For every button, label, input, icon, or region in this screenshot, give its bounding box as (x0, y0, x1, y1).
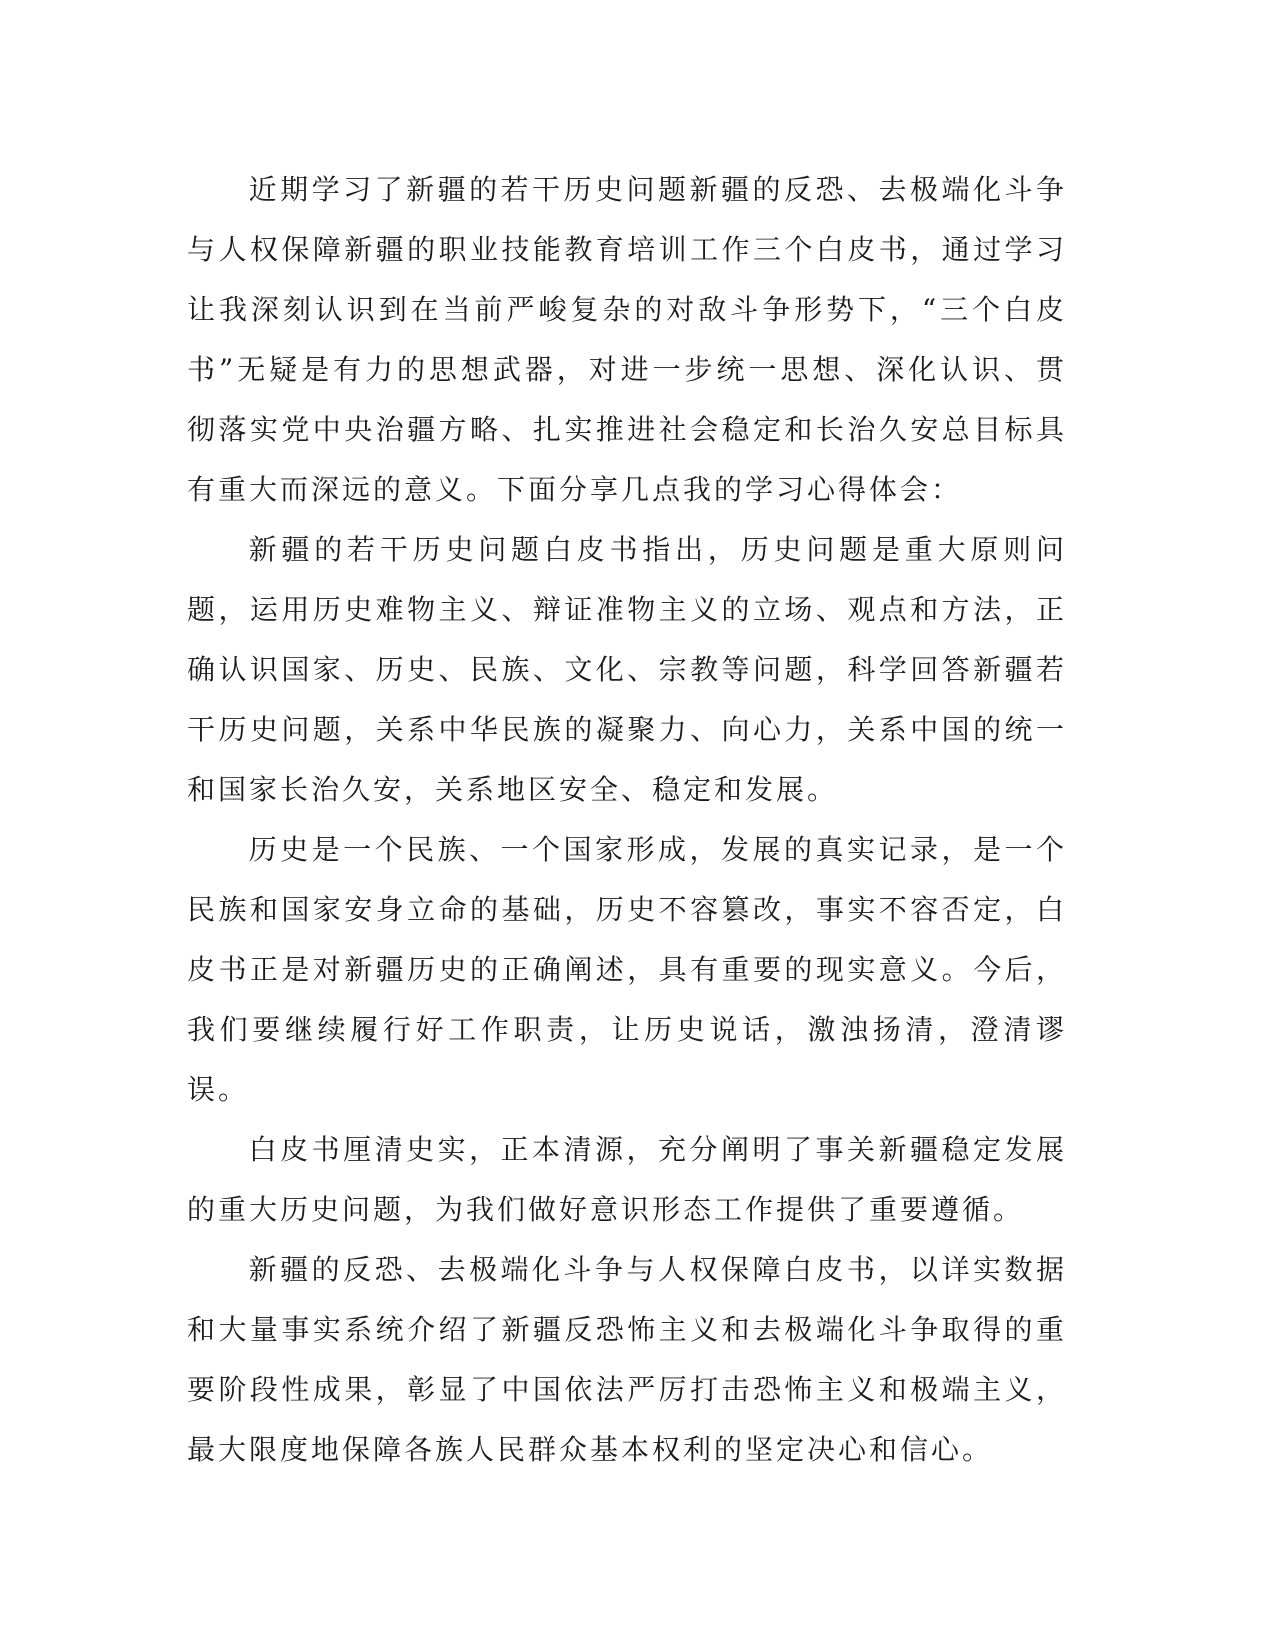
document-body (187, 160, 1067, 1480)
paragraph-4: 白皮书厘清史实，正本清源，充分阐明了事关新疆稳定发展的重大历史问题，为我们做好意识形态工作提供了重要遵循。 (187, 1133, 1067, 1226)
paragraph-5: 新疆的反恐、去极端化斗争与人权保障白皮书，以详实数据和大量事实系统介绍了新疆反恐怖主义和去极端化斗争取得的重要阶段性成果，彰显了中国依法严厉打击恐怖主义和极端主义，最大限度地保障各族人民群众基本权利的坚定决心和信心。 (187, 1253, 1067, 1466)
paragraph-1: 近期学习了新疆的若干历史问题新疆的反恐、去极端化斗争与人权保障新疆的职业技能教育培训工作三个白皮书，通过学习让我深刻认识到在当前严峻复杂的对敌斗争形势下，“三个白皮书”无疑是有力的思想武器，对进一步统一思想、深化认识、贯彻落实党中央治疆方略、扎实推进社会稳定和长治久安总目标具有重大而深远的意义。下面分享几点我的学习心得体会： (187, 173, 1067, 506)
paragraph-3: 历史是一个民族、一个国家形成，发展的真实记录，是一个民族和国家安身立命的基础，历史不容篡改，事实不容否定，白皮书正是对新疆历史的正确阐述，具有重要的现实意义。今后，我们要继续履行好工作职责，让历史说话，激浊扬清，澄清谬误。 (187, 833, 1067, 1106)
paragraph-2: 新疆的若干历史问题白皮书指出，历史问题是重大原则问题，运用历史难物主义、辩证准物主义的立场、观点和方法，正确认识国家、历史、民族、文化、宗教等问题，科学回答新疆若干历史问题，关系中华民族的凝聚力、向心力，关系中国的统一和国家长治久安，关系地区安全、稳定和发展。 (187, 533, 1067, 806)
